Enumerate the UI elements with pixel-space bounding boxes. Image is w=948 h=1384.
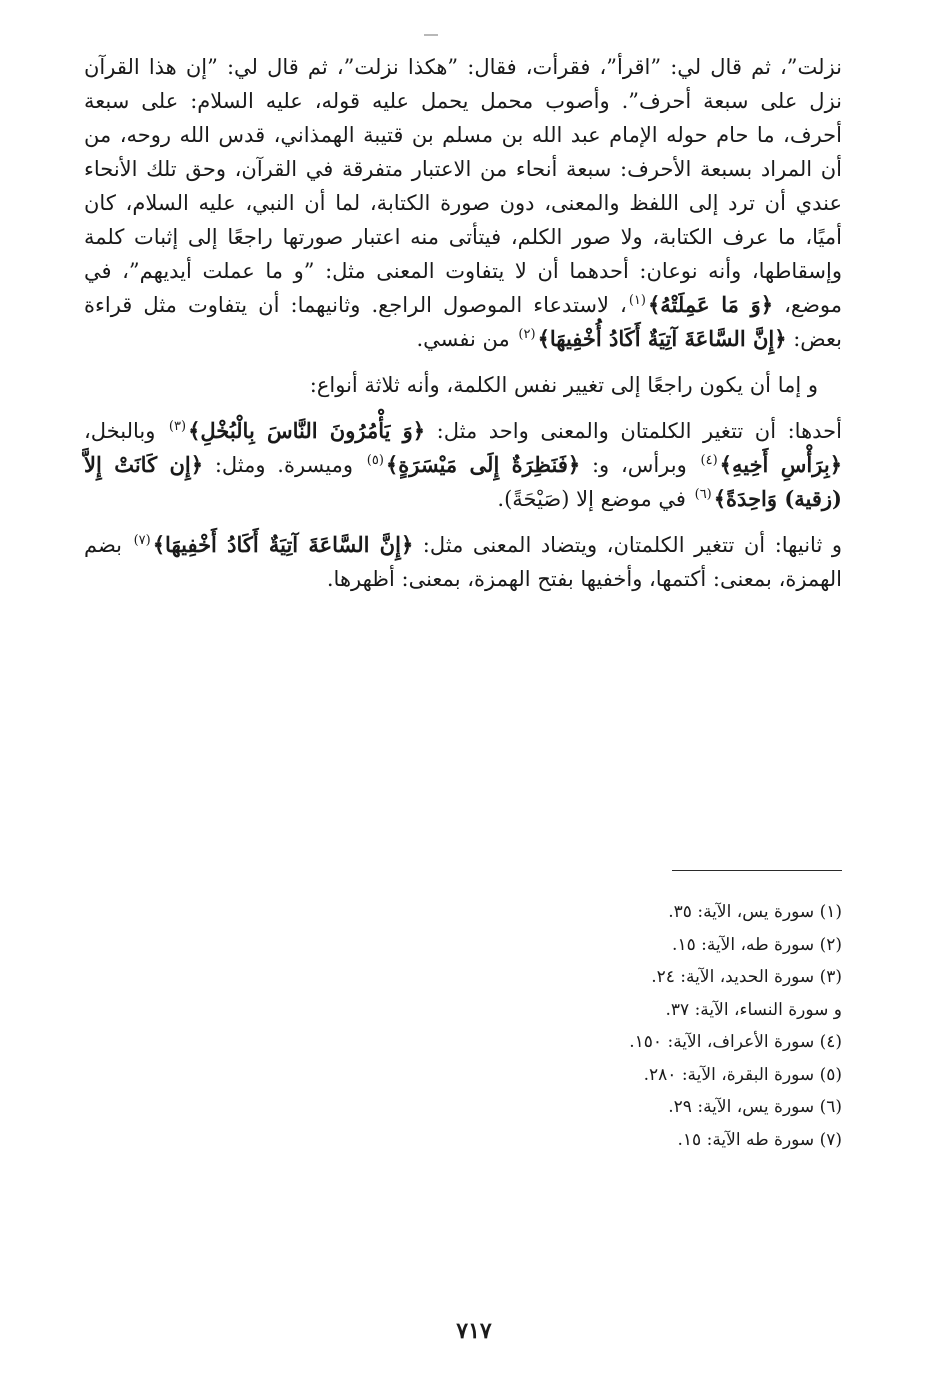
footnote-ref: (٥) xyxy=(366,453,384,468)
text-run: نزلت”، ثم قال لي: ”اقرأ”، فقرأت، فقال: ”هكذا نزلت”، ثم قال لي: ”إن هذا القرآن نزل على سبعة أحرف”. وأصوب محمل يحمل عليه قوله، عليه السلام: على سبعة أحرف، ما حام حوله الإمام عبد الله بن مسلم بن قتيبة الهمذاني، قدس الله روحه، من أن المراد بسبعة الأحرف: سبعة أنحاء من الاعتبار متفرقة في القرآن، وحق تلك الأنحاء عندي أن ترد إلى اللفظ والمعنى، دون صورة الكتابة، لما أن النبي، عليه السلام، كان أميًا، ما عرف الكتابة، ولا صور الكلم، فيتأتى منه اعتبار صورتها راجعًا إلى إثبات كلمة وإسقاطها، وأنه نوعان: أحدهما أن لا يتفاوت المعنى مثل: ”و ما عملت أيديهم”، في موضع، xyxy=(84,55,842,317)
main-text xyxy=(84,50,842,608)
footnote: و سورة النساء، الآية: ٣٧. xyxy=(665,999,842,1020)
text-run: وبالبخل، xyxy=(84,419,167,443)
footnote: (٥) سورة البقرة، الآية: ٢٨٠. xyxy=(643,1064,842,1085)
text-run: بضم الهمزة، بمعنى: أكتمها، وأخفيها بفتح الهمزة، بمعنى: أظهرها. xyxy=(84,533,842,591)
text-run: وبرأس، و: xyxy=(580,453,699,477)
footnote: (٧) سورة طه الآية: ١٥. xyxy=(677,1129,842,1150)
footnote: (١) سورة يس، الآية: ٣٥. xyxy=(668,902,842,922)
footnote: (٣) سورة الحديد، الآية: ٢٤. xyxy=(651,967,842,987)
quran-quote: ﴿إِنَّ السَّاعَةَ آتِيَةٌ أَكَادُ أَخْفِيهَا﴾ xyxy=(152,532,414,557)
footnote-ref: (٣) xyxy=(168,419,187,434)
quran-quote: ﴿إِنَّ السَّاعَةَ آتِيَةٌ أَكَادُ أُخْفِيهَا﴾ xyxy=(537,326,787,351)
text-run: وميسرة. ومثل: xyxy=(203,453,365,477)
paragraph xyxy=(84,368,842,402)
footnote-ref: (١) xyxy=(628,293,646,308)
top-mark xyxy=(424,34,438,36)
quran-quote: ﴿وَ مَا عَمِلَتْهُ﴾ xyxy=(647,292,774,317)
footnote: (٢) سورة طه، الآية: ١٥. xyxy=(672,934,842,955)
quran-quote: ﴿بِرَأْسِ أَخِيهِ﴾ xyxy=(719,452,842,477)
text-run: و ثانيها: أن تتغير الكلمتان، ويتضاد المعنى مثل: xyxy=(413,533,842,557)
footnote-ref: (٦) xyxy=(694,487,712,502)
footnote-ref: (٢) xyxy=(518,327,536,342)
footnote-ref: (٤) xyxy=(700,453,718,468)
quran-quote: ﴿فَنَظِرَةٌ إِلَى مَيْسَرَةٍ﴾ xyxy=(385,452,581,477)
text-run: في موضع إلا (صَيْحَةً). xyxy=(497,487,693,511)
text-run: من نفسي. xyxy=(416,327,517,351)
quran-quote: ﴿وَ يَأْمُرُونَ النَّاسَ بِالْبُخْلِ﴾ xyxy=(188,418,426,443)
page-number: ٧١٧ xyxy=(456,1318,492,1344)
paragraph xyxy=(84,528,842,596)
text-run: ، لاستدعاء الموصول الراجع. وثانيهما: أن يتفاوت مثل قراءة بعض: xyxy=(84,293,842,351)
footnote: (٤) سورة الأعراف، الآية: ١٥٠. xyxy=(629,1032,842,1052)
footnote-ref: (٧) xyxy=(133,533,151,548)
paragraph xyxy=(84,414,842,516)
footnotes-list xyxy=(420,896,842,1156)
text-run: و إما أن يكون راجعًا إلى تغيير نفس الكلمة، وأنه ثلاثة أنواع: xyxy=(309,373,818,397)
text-run: أحدها: أن تتغير الكلمتان والمعنى واحد مثل: xyxy=(425,419,842,443)
footnote: (٦) سورة يس، الآية: ٢٩. xyxy=(668,1097,842,1117)
quran-quote: ﴿إِن كَانَتْ إِلاَّ (زقية) وَاحِدَةً﴾ xyxy=(84,452,842,511)
footnote-separator xyxy=(672,870,842,871)
paragraph xyxy=(84,50,842,356)
